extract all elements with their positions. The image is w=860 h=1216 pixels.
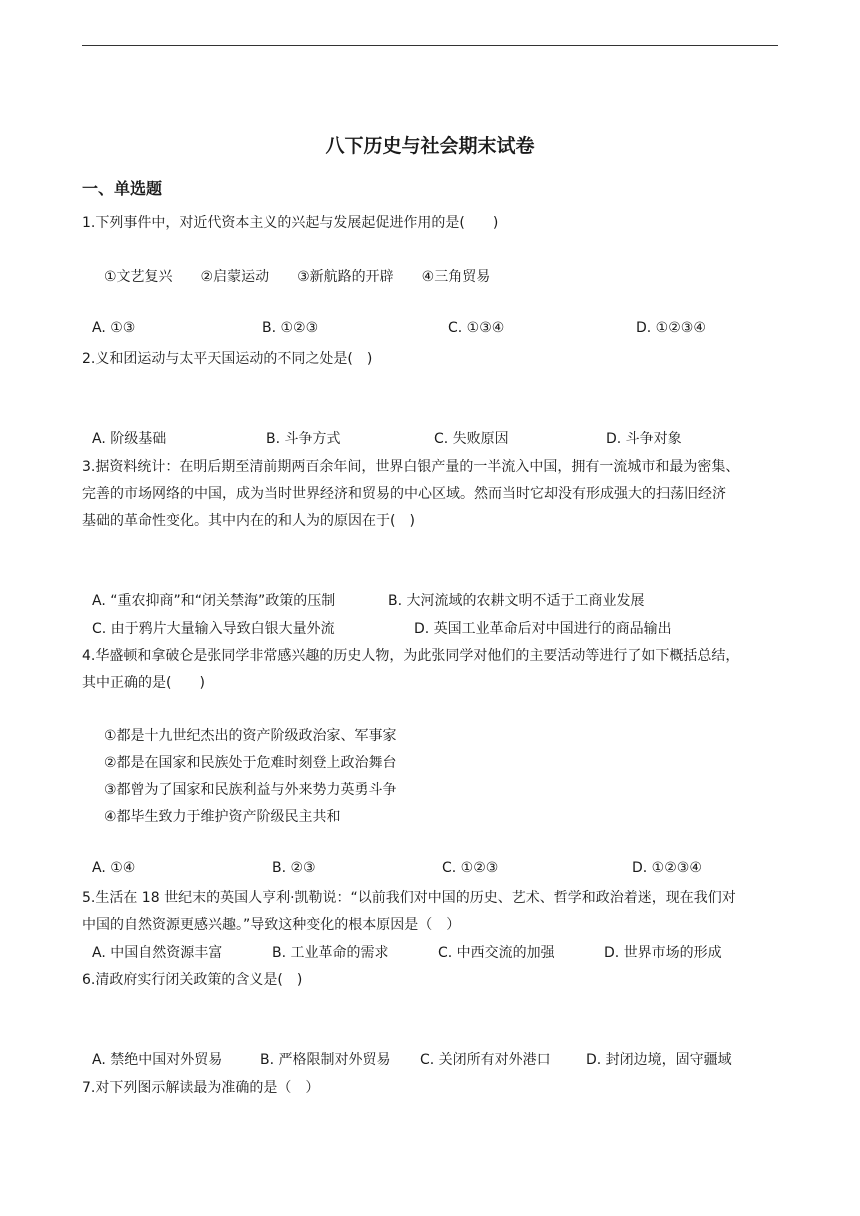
question-2-stem: 2.义和团运动与太平天国运动的不同之处是( )	[82, 351, 373, 367]
question-2-option-c[interactable]: C. 失败原因	[434, 431, 509, 447]
question-6-option-a[interactable]: A. 禁绝中国对外贸易	[92, 1052, 223, 1068]
question-5-option-d[interactable]: D. 世界市场的形成	[604, 945, 722, 961]
question-4-option-c[interactable]: C. ①②③	[442, 860, 499, 876]
header-rule	[82, 45, 778, 46]
question-4-option-d[interactable]: D. ①②③④	[632, 860, 702, 876]
question-3-option-b[interactable]: B. 大河流域的农耕文明不适于工商业发展	[388, 593, 645, 609]
question-3-line-3: 基础的革命性变化。其中内在的和人为的原因在于( )	[82, 513, 415, 529]
question-4-line-1: 4.华盛顿和拿破仑是张同学非常感兴趣的历史人物，为此张同学对他们的主要活动等进行了如下概括总结，	[82, 648, 740, 664]
question-5-option-b[interactable]: B. 工业革命的需求	[272, 945, 389, 961]
question-3-option-c[interactable]: C. 由于鸦片大量输入导致白银大量外流	[92, 621, 335, 637]
question-4-item-4: ④都毕生致力于维护资产阶级民主共和	[104, 809, 341, 825]
question-3-line-2: 完善的市场网络的中国，成为当时世界经济和贸易的中心区域。然而当时它却没有形成强大的扫荡旧经济	[82, 486, 726, 502]
question-4-item-2: ②都是在国家和民族处于危难时刻登上政治舞台	[104, 755, 397, 771]
question-1-option-a[interactable]: A. ①③	[92, 320, 136, 336]
question-6-option-c[interactable]: C. 关闭所有对外港口	[420, 1052, 551, 1068]
question-6-option-d[interactable]: D. 封闭边境，固守疆域	[586, 1052, 732, 1068]
question-4-line-2: 其中正确的是( )	[82, 675, 205, 691]
question-1-option-d[interactable]: D. ①②③④	[636, 320, 706, 336]
question-5-option-a[interactable]: A. 中国自然资源丰富	[92, 945, 223, 961]
question-2-option-b[interactable]: B. 斗争方式	[266, 431, 341, 447]
question-4-option-b[interactable]: B. ②③	[272, 860, 316, 876]
question-1-option-c[interactable]: C. ①③④	[448, 320, 505, 336]
question-5-option-c[interactable]: C. 中西交流的加强	[438, 945, 555, 961]
question-1-items: ①文艺复兴 ②启蒙运动 ③新航路的开辟 ④三角贸易	[104, 269, 491, 285]
question-3-option-d[interactable]: D. 英国工业革命后对中国进行的商品输出	[414, 621, 672, 637]
question-4-item-1: ①都是十九世纪杰出的资产阶级政治家、军事家	[104, 728, 397, 744]
question-4-item-3: ③都曾为了国家和民族利益与外来势力英勇斗争	[104, 782, 397, 798]
section-heading: 一、单选题	[82, 179, 163, 198]
question-1-option-b[interactable]: B. ①②③	[262, 320, 319, 336]
question-2-option-a[interactable]: A. 阶级基础	[92, 431, 167, 447]
question-7-stem: 7.对下列图示解读最为准确的是（ ）	[82, 1080, 320, 1096]
page-title: 八下历史与社会期末试卷	[325, 135, 535, 157]
question-6-stem: 6.清政府实行闭关政策的含义是( )	[82, 972, 303, 988]
question-5-line-1: 5.生活在 18 世纪末的英国人亨利·凯勒说：“以前我们对中国的历史、艺术、哲学和政治着迷，现在我们对	[82, 890, 736, 906]
question-3-line-1: 3.据资料统计：在明后期至清前期两百余年间，世界白银产量的一半流入中国，拥有一流城市和最为密集、	[82, 459, 740, 475]
question-6-option-b[interactable]: B. 严格限制对外贸易	[260, 1052, 391, 1068]
question-1-stem: 1.下列事件中，对近代资本主义的兴起与发展起促进作用的是( )	[82, 215, 499, 231]
question-3-option-a[interactable]: A. “重农抑商”和“闭关禁海”政策的压制	[92, 593, 336, 609]
question-5-line-2: 中国的自然资源更感兴趣。”导致这种变化的根本原因是（ ）	[82, 917, 461, 933]
question-4-option-a[interactable]: A. ①④	[92, 860, 136, 876]
question-2-option-d[interactable]: D. 斗争对象	[606, 431, 682, 447]
